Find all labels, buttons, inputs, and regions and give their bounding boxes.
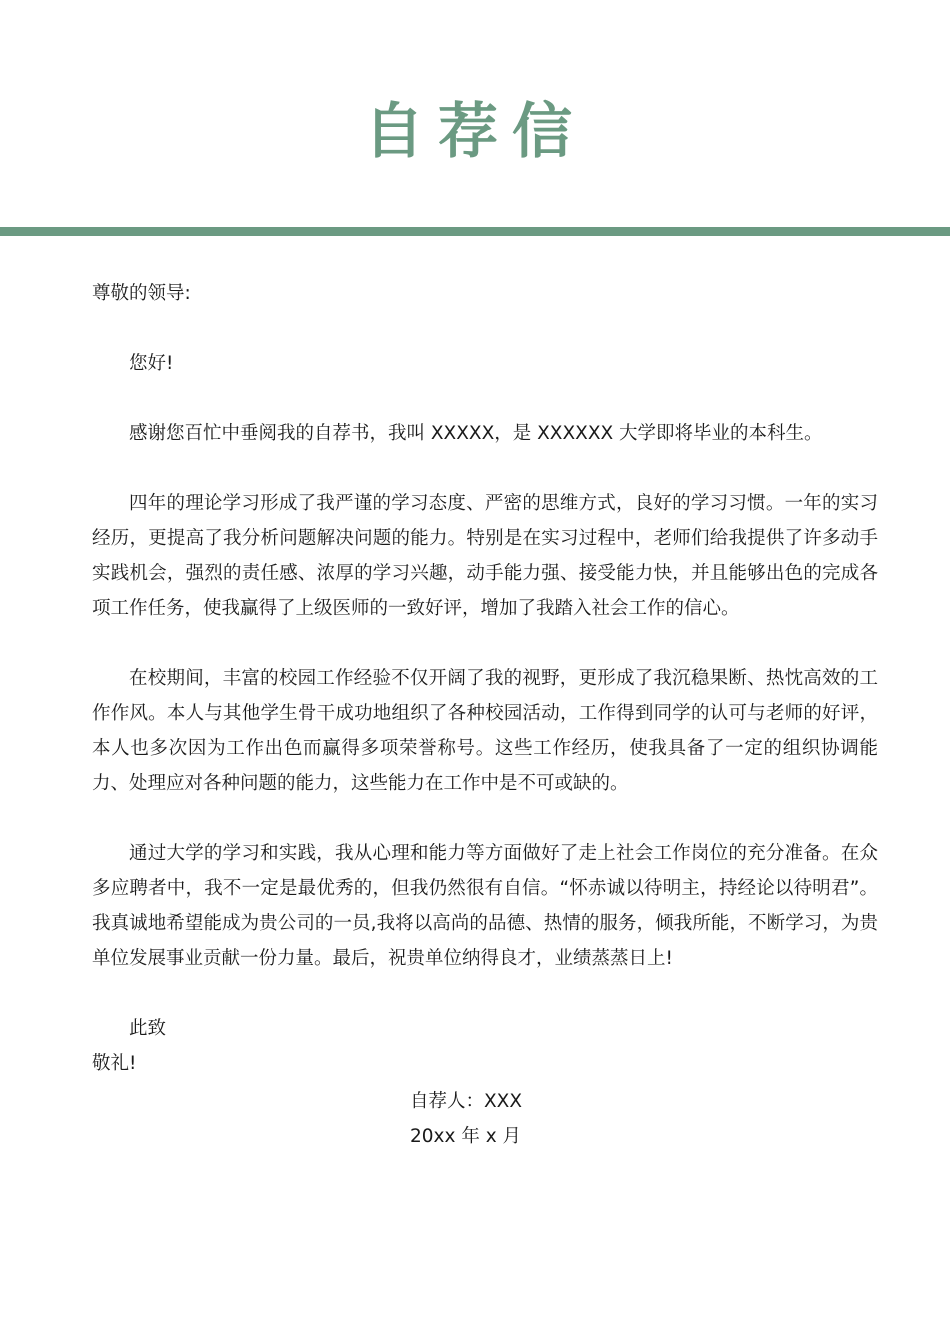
greeting: 您好! (129, 353, 174, 374)
closing-line-2: 敬礼! (92, 1053, 137, 1074)
title-divider (0, 227, 950, 236)
paragraph-intro: 感谢您百忙中垂阅我的自荐书，我叫 XXXXX，是 XXXXXX 大学即将毕业的本科生。 (129, 423, 823, 444)
paragraph-campus: 在校期间，丰富的校园工作经验不仅开阔了我的视野，更形成了我沉稳果断、热忱高效的工作作风。本人与其他学生骨干成功地组织了各种校园活动，工作得到同学的认可与老师的好评，本人也多次因为工作出色而赢得多项荣誉称号。这些工作经历，使我具备了一定的组织协调能力、处理应对各种问题的能力，这些能力在工作中是不可或缺的。 (92, 668, 878, 794)
page-title: 自荐信 (364, 97, 586, 167)
paragraph-study: 四年的理论学习形成了我严谨的学习态度、严密的思维方式，良好的学习习惯。一年的实习经历，更提高了我分析问题解决问题的能力。特别是在实习过程中，老师们给我提供了许多动手实践机会，强烈的责任感、浓厚的学习兴趣，动手能力强、接受能力快，并且能够出色的完成各项工作任务，使我赢得了上级医师的一致好评，增加了我踏入社会工作的信心。 (92, 493, 878, 619)
signer: 自荐人：XXX (410, 1091, 523, 1112)
closing-line-1: 此致 (129, 1018, 167, 1039)
signature-block (410, 1084, 522, 1154)
salutation: 尊敬的领导: (92, 283, 191, 304)
letter-body (92, 276, 878, 1081)
date: 20xx 年 x 月 (410, 1126, 522, 1147)
paragraph-closing: 通过大学的学习和实践，我从心理和能力等方面做好了走上社会工作岗位的充分准备。在众多应聘者中，我不一定是最优秀的，但我仍然很有自信。“怀赤诚以待明主，持经论以待明君”。我真诚地希望能成为贵公司的一员,我将以高尚的品德、热情的服务，倾我所能，不断学习，为贵单位发展事业贡献一份力量。最后，祝贵单位纳得良才，业绩蒸蒸日上! (92, 843, 878, 969)
